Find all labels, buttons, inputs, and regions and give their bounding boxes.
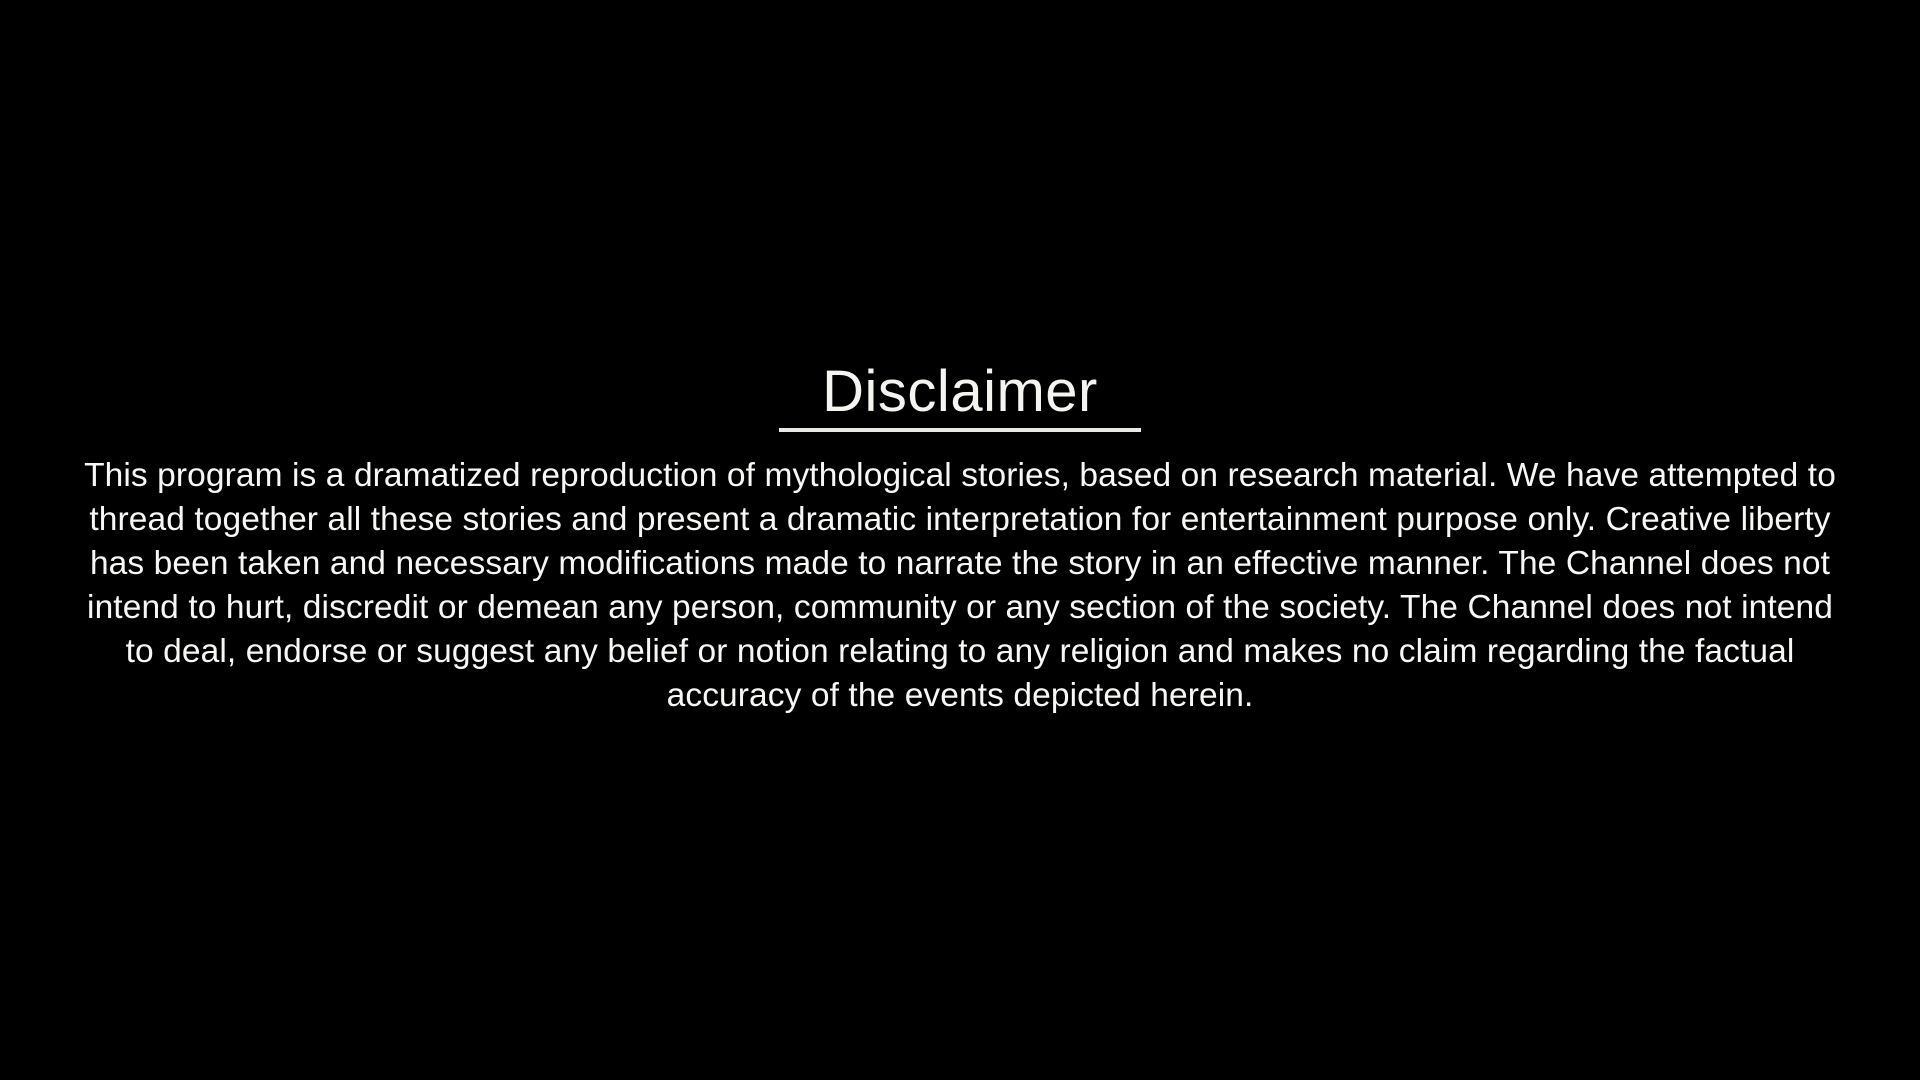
title-divider — [779, 428, 1141, 432]
disclaimer-body-text: This program is a dramatized reproduction of mythological stories, based on research material. We have attempted to thread together all these stories and present a dramatic interpretation for entertainment purpose only. Creative liberty has been taken and necessary modifications made to narrate the story in an effective manner. The Channel does not intend to hurt, discredit or demean any person, community or any section of the society. The Channel does not intend to deal, endorse or suggest any belief or notion relating to any religion and makes no claim regarding the factual accuracy of the events depicted herein. — [84, 457, 1836, 715]
title-group — [779, 358, 1141, 433]
page-title: Disclaimer — [822, 358, 1098, 424]
